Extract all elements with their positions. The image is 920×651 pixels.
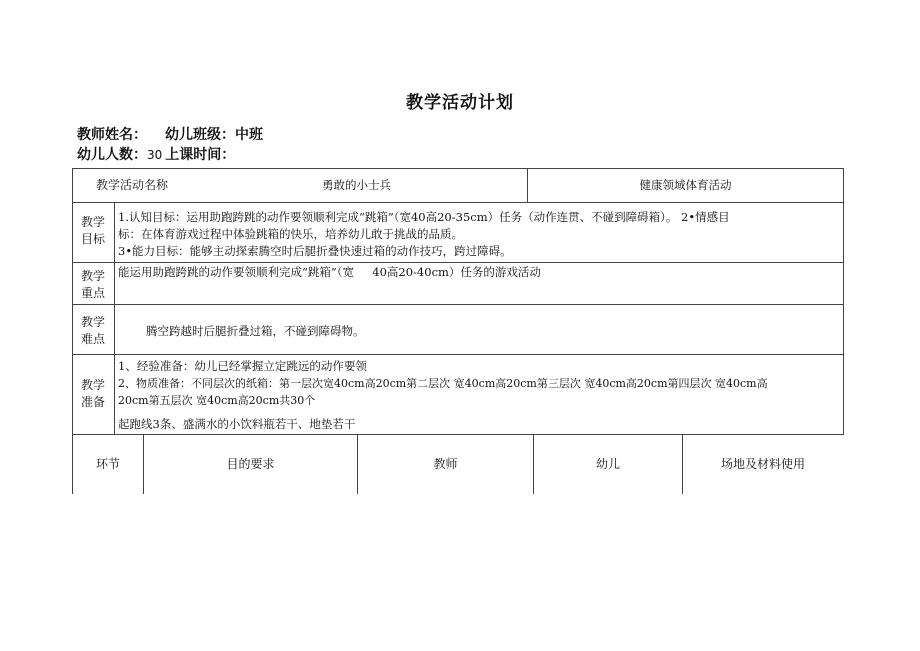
child-count-value: 30 [147, 148, 163, 162]
document-title: 教学活动计划 [406, 93, 514, 113]
goal-label-line: 教学 [80, 215, 105, 229]
preparation-line: 起跑线3条、盛满水的小饮料瓶若干、地垫若干 [118, 417, 356, 431]
preparation-label-line: 教学 [80, 378, 105, 392]
label-column-divider [114, 202, 115, 434]
class-label: 幼儿班级： [165, 127, 235, 143]
table-row-divider [72, 434, 844, 435]
table-row-divider [72, 304, 844, 305]
key-point-label-line: 重点 [80, 286, 105, 300]
child-count-label: 幼儿人数： [77, 147, 147, 163]
teacher-name-label: 教师姓名： [77, 127, 147, 143]
table-row-divider [72, 354, 844, 355]
preparation-line: 20cm第五层次 宽40cm高20cm共30个 [118, 394, 316, 407]
class-value: 中班 [235, 127, 263, 143]
preparation-label [73, 377, 113, 411]
lesson-plan-table [72, 168, 844, 494]
preparation-text [118, 358, 842, 409]
column-header-stage: 环节 [95, 457, 120, 471]
table-row-divider [72, 202, 844, 203]
key-point-text: 能运用助跑跨跳的动作要领顺利完成“跳箱”（宽 40高20-40cm）任务的游戏活动 [118, 265, 541, 279]
table-row-divider [72, 262, 844, 263]
activity-name-label: 教学活动名称 [96, 178, 169, 192]
difficulty-label [73, 314, 113, 348]
teacher-class-line [77, 124, 263, 144]
preparation-label-line: 准备 [80, 395, 105, 409]
class-time-label: 上课时间： [165, 147, 236, 163]
key-point-label-line: 教学 [80, 269, 105, 283]
table-border-right [843, 168, 844, 434]
goal-line: 标：在体育游戏过程中体验跳箱的快乐，培养幼儿敢于挑战的品质。 [118, 227, 463, 241]
difficulty-text: 腾空跨越时后腿折叠过箱，不碰到障碍物。 [146, 324, 365, 338]
count-time-line [77, 144, 235, 164]
goal-label-line: 目标 [80, 232, 105, 246]
table-border-top [72, 168, 844, 169]
goal-line: 1.认知目标：运用助跑跨跳的动作要领顺利完成“跳箱”（宽40高20-35cm）任务（动作连贯、不碰到障碍箱）。 2•情感目 [118, 210, 730, 224]
activity-domain: 健康领域体育活动 [639, 178, 732, 192]
goal-label [73, 214, 113, 248]
column-header-children: 幼儿 [595, 457, 620, 471]
difficulty-label-line: 难点 [80, 332, 105, 346]
preparation-line: 1、经验准备：幼儿已经掌握立定跳远的动作要领 [118, 359, 367, 373]
key-point-label [73, 268, 113, 302]
goal-line: 3•能力目标：能够主动探索腾空时后腿折叠快速过箱的动作技巧，跨过障碍。 [118, 244, 512, 258]
column-header-goal: 目的要求 [226, 457, 275, 471]
goal-text [118, 209, 842, 260]
column-header-teacher: 教师 [433, 457, 458, 471]
activity-name-value: 勇敢的小士兵 [322, 178, 391, 192]
preparation-line: 2、物质准备：不同层次的纸箱：第一层次宽40cm高20cm第二层次 宽40cm高20cm第三层次 宽40cm高20cm第四层次 宽40cm高 [118, 377, 768, 390]
column-header-venue-materials: 场地及材料使用 [720, 457, 805, 471]
difficulty-label-line: 教学 [80, 315, 105, 329]
